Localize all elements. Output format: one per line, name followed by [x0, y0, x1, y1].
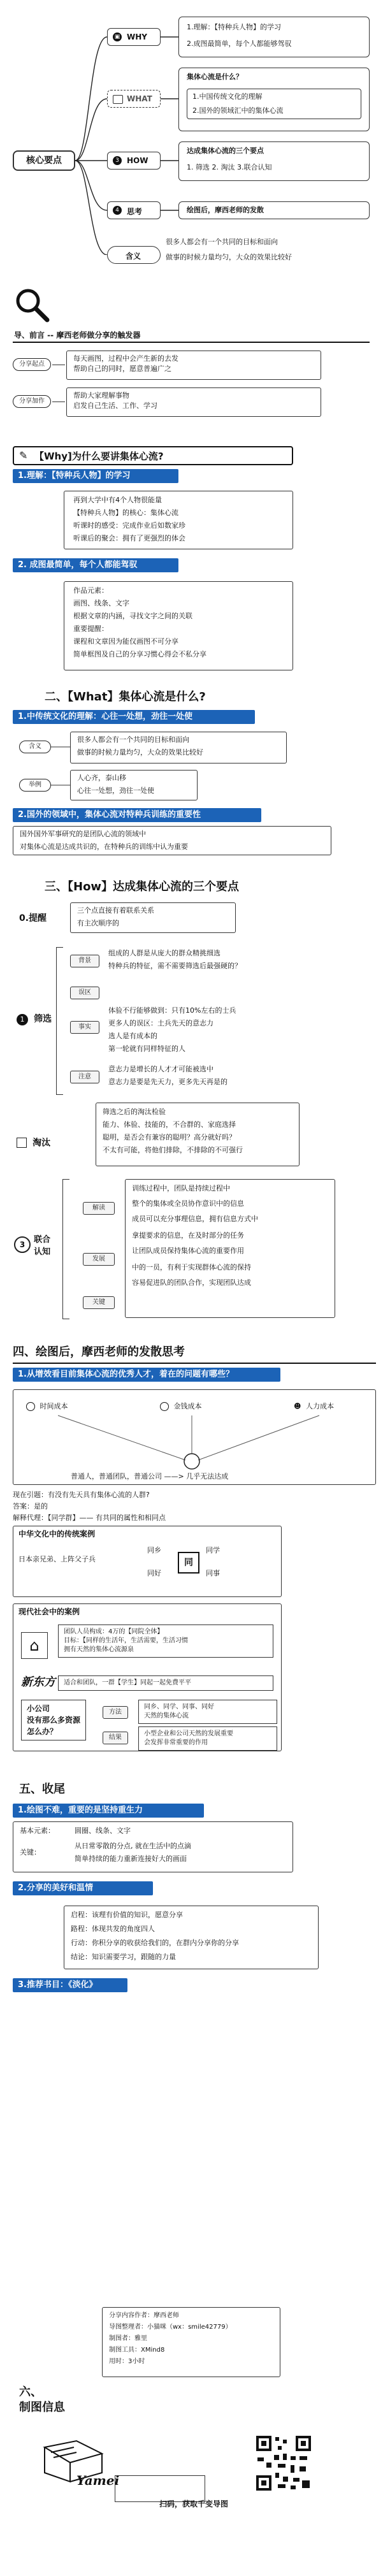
think-title: 四、绘图后，摩西老师的发散思考	[13, 1345, 185, 1359]
how-p3-line: 成员可以充分事理信息，拥有信息方式中	[132, 1215, 258, 1223]
end-q2-line: 启程：该理有价值的知识，愿意分享	[71, 1911, 183, 1919]
why-sub1-line: 再到大学中有4个人物很能量	[73, 496, 162, 504]
end-q2-box	[64, 1906, 319, 1969]
how-p1-line: 体验不行能够做到：只有10%左右的士兵	[108, 1006, 236, 1015]
how-p1-tag: 筛选	[34, 1014, 52, 1024]
how-p1-line: 更多人的误区：土兵先天的意志力	[108, 1019, 213, 1027]
credit-line: 用时：3小时	[109, 2358, 145, 2365]
intro-row	[13, 385, 370, 423]
branch-what	[107, 90, 161, 108]
modern-line: 目标：【同样的生活年，生活需要，生活习惯	[64, 1637, 188, 1644]
small-company	[21, 1700, 86, 1740]
why-sub2-box	[64, 581, 293, 670]
how-p2-label	[17, 1136, 50, 1149]
how-detail	[178, 141, 370, 181]
intro-line: 帮助大家理解事物	[73, 391, 129, 400]
what-example-line: 心往一处想，劲往一处使	[77, 786, 154, 795]
end-title: 五、收尾	[19, 1783, 65, 1796]
qr-caption: 扫码，获取千变导图	[159, 2500, 229, 2508]
info-title	[19, 2385, 65, 2415]
why-sub2-line: 作品元素：	[73, 586, 108, 595]
why-sub2-line: 简单框图及自己的分享习惯心得会不私分享	[73, 650, 206, 658]
small-co-line: 没有那么多资源	[27, 1716, 81, 1725]
why-bar-title: 【Why]为什么要讲集体心流?	[34, 451, 164, 462]
what-sub2-line: 对集体心流是达成共识的，在特种兵的训练中认为重要	[20, 843, 188, 851]
tong-item: 同好	[147, 1569, 161, 1577]
why-item: 1.理解：【特种兵人物】的学习	[187, 23, 281, 31]
how-p2-line: 筛选之后的淘汰检验	[103, 1108, 166, 1116]
how-p3-line: 中的一员，有利于实现群体心流的保持	[132, 1263, 251, 1271]
modern-line: 团队人员构成：4万的【同院全体】	[64, 1628, 164, 1635]
how-p3-line: 让团队成员保持集体心流的重要作用	[132, 1247, 244, 1255]
why-badge-icon: ▣	[113, 33, 122, 41]
what-meaning-line: 很多人都会有一个共同的目标和面向	[77, 735, 189, 744]
how-p2-line: 聪明，是否会有兼容的聪明？高分就好吗？	[103, 1133, 236, 1141]
pencil-icon: ✎	[19, 449, 28, 461]
credit-line: 分享内容作者：摩西老师	[109, 2312, 179, 2319]
why-detail	[178, 17, 370, 57]
china-block	[13, 1526, 282, 1597]
modern-row	[58, 1675, 273, 1691]
branch-think-label: 思考	[127, 207, 143, 216]
end-q1-line: 从日常零散的分点, 就在生活中的点滴	[75, 1842, 191, 1850]
intro-line: 帮助自己的同时，愿意普遍广之	[73, 365, 171, 373]
intro-tag: 分享加作	[13, 395, 51, 408]
small-co-line: 小公司	[27, 1704, 50, 1713]
how-p1-row-tag: 背景	[70, 955, 99, 967]
how-p1-bracket	[56, 947, 63, 1095]
what-example-box	[70, 770, 198, 800]
why-sub2-line: 课程和文章因为能仅画图不可分享	[73, 637, 178, 646]
china-line: 日本亲兄弟、上阵父子兵	[18, 1555, 96, 1563]
tong-item: 同学	[206, 1546, 220, 1554]
meaning-item: 做事的时候力量均匀，大众的效果比较好	[166, 253, 292, 261]
tong-center	[178, 1552, 199, 1574]
modern-title: 现代社会中的案例	[18, 1607, 80, 1616]
qr-code	[255, 2435, 312, 2492]
cost-result: 普通人，普通团队，普通公司 ——> 几乎无法达成	[71, 1472, 229, 1480]
think-title-underline	[13, 1363, 376, 1364]
how-p0-tag: 0.提醒	[19, 913, 47, 923]
modern-line: 拥有天然的集体心流源泉	[64, 1646, 134, 1653]
what-sub2: 2.国外的领域中，集体心流对特种兵训练的重要性	[13, 808, 261, 822]
how-p1-row-lines	[108, 1064, 227, 1087]
how-p1-line: 意志力是增长的人才才可能被选中	[108, 1065, 213, 1073]
end-q1-tag: 关键：	[20, 1848, 41, 1856]
what-item: 2.国外的领域汇中的集体心流	[192, 106, 284, 115]
how-p2-line: 能力、体验、技能的，不合群的、家庭选择	[103, 1120, 236, 1129]
how-p1-line: 选人是有成本的	[108, 1032, 157, 1040]
what-detail	[178, 68, 370, 131]
end-q2-line: 结论：知识需要学习，跟随的力量	[71, 1953, 176, 1961]
what-example-tag: 举例	[19, 779, 51, 792]
why-sub1-line: 听课时的感受：完成作业后如数家珍	[73, 521, 185, 530]
cost-label: 时间成本	[40, 1402, 68, 1410]
why-sub2-line: 画图、线条、文字	[73, 599, 129, 607]
end-q1-box	[13, 1821, 293, 1872]
what-badge-icon	[113, 95, 123, 104]
cost-panel	[13, 1389, 376, 1485]
how-p3-bracket	[62, 1179, 69, 1319]
tong-item: 同乡	[147, 1546, 161, 1554]
end-q3: 3.推荐书目：《淡化》	[13, 1978, 127, 1992]
credit-line: 制图者：雅里	[109, 2335, 147, 2342]
end-q1-tag: 基本元素：	[20, 1827, 55, 1835]
credits-card	[102, 2307, 280, 2377]
why-sub1: 1.理解：【特种兵人物】的学习	[13, 469, 178, 483]
branch-think	[107, 201, 161, 219]
meaning-detail	[166, 237, 382, 263]
what-sub1: 1.中传统文化的理解：心往一处想，劲往一处使	[13, 710, 255, 724]
how-p3-tag: 联合认知	[34, 1235, 51, 1257]
intro-lines-box	[66, 351, 321, 380]
end-q1-line: 简单持续的能力重新连接好大的画面	[75, 1855, 187, 1863]
end-q2-line: 行动：你积分享的收获给我们的，在群内分享你的分享	[71, 1939, 239, 1947]
what-title: 二、【What】集体心流是什么?	[45, 690, 206, 704]
modern-block	[13, 1603, 282, 1751]
why-sub1-line: 【特种兵人物】的核心：集体心流	[73, 509, 178, 517]
how-p3-box	[125, 1179, 335, 1318]
how-p2-box	[96, 1103, 300, 1166]
how-p3-label	[14, 1233, 59, 1257]
method-line: 同乡、同学、同事、同好	[144, 1704, 214, 1711]
branch-why-label: WHY	[127, 33, 147, 41]
how-p1-row-tag: 事实	[70, 1021, 99, 1034]
school-icon: ⌂	[21, 1632, 48, 1659]
how-p1-label	[17, 1012, 52, 1025]
branch-why	[107, 28, 161, 46]
how-p3-line: 训练过程中，团队是持续过程中	[132, 1184, 230, 1192]
method-tag: 方法	[103, 1706, 128, 1719]
meaning-item: 很多人都会有一个共同的目标和面向	[166, 238, 278, 246]
how-p1-row-lines	[108, 1006, 236, 1054]
branch-meaning	[107, 246, 161, 264]
tong-center-label: 同	[184, 1558, 193, 1568]
how-p3-line: 容易促进队的团队合作，实现团队达成	[132, 1278, 251, 1287]
how-p1-row-tag: 误区	[70, 987, 99, 999]
why-sub1-line: 听课后的聚会：拥有了更强烈的体会	[73, 534, 185, 542]
intro-row	[13, 348, 370, 386]
think-q1: 1.从增效看目前集体心流的优秀人才，着在的问题有哪些？	[13, 1368, 280, 1382]
think-item: 绘图后，摩西老师的发散	[187, 206, 264, 214]
how-p1-line: 意志力是要是先天力，更多先天再是的	[108, 1078, 227, 1086]
what-sub2-box	[13, 826, 331, 855]
how-item-title: 达成集体心流的三个要点	[187, 147, 264, 155]
signature: Yamei	[76, 2473, 120, 2488]
result-box	[138, 1726, 277, 1751]
what-sub2-line: 国外国外军事研究的是团队心流的领域中	[20, 830, 146, 838]
how-p3-line: 整个的集体或全员协作意识中的信息	[132, 1199, 244, 1208]
why-sub1-box	[64, 491, 293, 549]
what-meaning-line: 做事的时候力量均匀，大众的效果比较好	[77, 748, 203, 756]
think-define: 解释代理：【同学群】—— 有共同的属性和相同点	[13, 1514, 166, 1522]
what-item-title: 集体心流是什么？	[187, 73, 243, 81]
modern-line: 适合和团队，一群【学生】同起一起免费平平	[64, 1679, 191, 1686]
modern-row	[58, 1624, 273, 1658]
info-title-line: 制图信息	[19, 2401, 65, 2414]
how-p0-line: 三个点直接有着联系关系	[77, 906, 154, 915]
why-bar	[13, 446, 293, 465]
cost-label: 金钱成本	[173, 1402, 202, 1410]
what-example-line: 人心齐，泰山移	[77, 774, 126, 782]
what-meaning-box	[70, 732, 287, 763]
what-meaning-tag: 含义	[19, 741, 51, 753]
people-icon: ☻	[294, 1402, 301, 1410]
how-p3-clock-icon: 3	[14, 1236, 31, 1253]
how-p2-line: 不太有可能，将他们排除，不排除的不可强行	[103, 1146, 243, 1154]
why-sub2-line: 重要提醒：	[73, 625, 108, 633]
branch-how-label: HOW	[127, 156, 148, 165]
branch-how	[107, 152, 161, 170]
how-p1-num: 1	[17, 1014, 28, 1025]
how-p3-row-tag: 关键	[83, 1296, 115, 1309]
core-title: 核心要点	[26, 156, 62, 166]
method-box	[138, 1700, 277, 1724]
how-p3-line: 拿提要求的信息，在及时部分的任务	[132, 1231, 244, 1240]
end-q2: 2.分享的美好和温情	[13, 1881, 153, 1895]
credit-line: 导图整理者：小猫咪（wx：smile42779）	[109, 2324, 232, 2331]
result-line: 会发挥非常重要的作用	[144, 1739, 208, 1746]
how-p1-line: 特种兵的特征，需不需要筛选后最强硬的？	[108, 962, 242, 970]
why-sub2: 2. 成图最简单，每个人都能驾驭	[13, 558, 178, 572]
branch-meaning-label: 含义	[126, 252, 141, 261]
info-title-line: 六、	[19, 2385, 42, 2399]
method-line: 天然的集体心流	[144, 1712, 189, 1719]
intro-line: 每天画图，过程中会产生新的去发	[73, 354, 178, 363]
think-detail	[178, 201, 370, 219]
how-p3-row-tag: 解读	[83, 1202, 115, 1215]
think-ask: 现在引题：有没有先天具有集体心流的人群?	[13, 1491, 150, 1499]
result-tag: 结果	[103, 1732, 128, 1744]
how-p0-line: 有主次顺序的	[77, 919, 119, 927]
think-answer: 答案：是的	[13, 1502, 48, 1510]
result-line: 小型企业和公司天然的发展重要	[144, 1730, 233, 1737]
end-q2-line: 路程：体现共发的角度四人	[71, 1925, 155, 1933]
think-badge-icon: 4	[113, 206, 122, 215]
how-p2-tag: 淘汰	[32, 1138, 51, 1148]
branch-what-label: WHAT	[127, 94, 152, 103]
cost-label: 人力成本	[305, 1402, 334, 1410]
what-item: 1.中国传统文化的理解	[192, 92, 263, 101]
how-p1-line: 第一轮就有同样特征的人	[108, 1045, 185, 1053]
how-badge-icon: 3	[113, 156, 122, 165]
how-title: 三、【How】达成集体心流的三个要点	[45, 880, 240, 894]
core-title-box	[13, 150, 75, 171]
how-p2-box-icon	[17, 1138, 27, 1148]
small-co-line: 怎么办？	[27, 1727, 58, 1736]
brand-logo: 新东方	[21, 1675, 55, 1689]
credit-line: 制图工具：XMind8	[109, 2347, 165, 2354]
end-q1-line: 圆圈、线条、文字	[75, 1827, 131, 1835]
intro-lines-box	[66, 387, 321, 417]
intro-line: 启发自己生活、工作、学习	[73, 402, 157, 410]
why-sub2-line: 根据文章的内涵，寻找文字之间的关联	[73, 612, 192, 620]
tong-item: 同事	[206, 1569, 220, 1577]
china-title: 中华文化中的传统案例	[18, 1530, 96, 1538]
how-p3-row-tag: 发展	[83, 1253, 115, 1266]
intro-tag: 分享起点	[13, 358, 51, 371]
how-p1-row-tag: 注意	[70, 1071, 99, 1083]
intro-heading: 导、前言 -- 摩西老师做分享的触发器	[14, 331, 141, 340]
why-item: 2.成图最简单，每个人都能够驾驭	[187, 40, 292, 48]
magnifier-icon	[13, 286, 51, 324]
how-item: 1. 筛选 2. 淘汰 3.联合认知	[187, 163, 272, 171]
intro-heading-underline	[13, 342, 370, 343]
end-q1: 1.绘图不难，重要的是坚持重生力	[13, 1804, 204, 1818]
how-p1-row-lines	[108, 948, 242, 971]
how-p1-line: 组成的人群是从庞大的群众精挑细选	[108, 949, 220, 957]
how-p0-box	[70, 902, 236, 933]
